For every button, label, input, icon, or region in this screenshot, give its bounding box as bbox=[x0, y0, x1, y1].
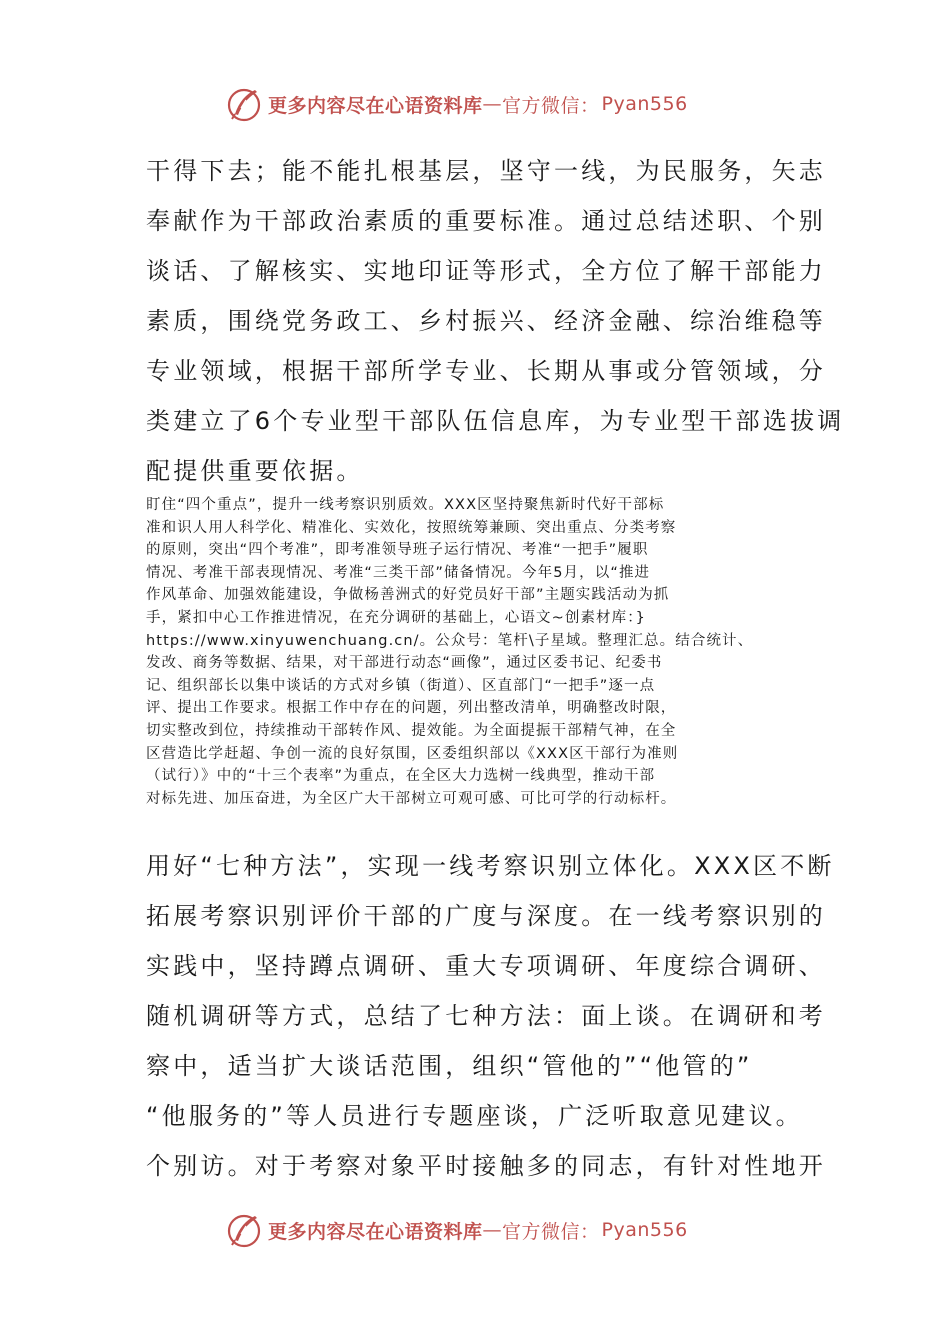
watermark-label: 官方微信： bbox=[502, 1220, 600, 1243]
watermark-dash: — bbox=[482, 1219, 503, 1241]
paragraph-small bbox=[146, 494, 816, 810]
text-line: 盯住“四个重点”，提升一线考察识别质效。XXX区坚持聚焦新时代好干部标 bbox=[146, 497, 665, 513]
text-line: 用好“七种方法”，实现一线考察识别立体化。XXX区不断 bbox=[146, 852, 835, 880]
text-line: 准和识人用人科学化、精准化、实效化，按照统筹兼顾、突出重点、分类考察 bbox=[146, 519, 677, 536]
text-line: 随机调研等方式，总结了七种方法：面上谈。在调研和考 bbox=[146, 1002, 826, 1030]
text-line: 素质，围绕党务政工、乡村振兴、经济金融、综治维稳等 bbox=[146, 307, 826, 335]
paragraph-bottom bbox=[146, 841, 835, 1191]
text-line: 评、提出工作要求。根据工作中存在的问题，列出整改清单，明确整改时限， bbox=[146, 700, 677, 717]
text-line: 对标先进、加压奋进，为全区广大干部树立可观可感、可比可学的行动标杆。 bbox=[146, 790, 677, 807]
text-line: 作风革命、加强效能建设，争做杨善洲式的好党员好干部”主题实践活动为抓 bbox=[146, 587, 670, 604]
text-line: “他服务的”等人员进行专题座谈，广泛听取意见建议。 bbox=[146, 1102, 803, 1130]
text-line: 谈话、了解核实、实地印证等形式，全方位了解干部能力 bbox=[146, 257, 826, 285]
text-line: 手，紧扣中心工作推进情况，在充分调研的基础上，心语文~创素材库：} bbox=[146, 609, 646, 626]
text-line: 区营造比学赶超、争创一流的良好氛围，区委组织部以《XXX区干部行为准则 bbox=[146, 745, 679, 762]
text-line: 记、组织部长以集中谈话的方式对乡镇（街道）、区直部门“一把手”逐一点 bbox=[146, 677, 656, 694]
watermark-dash: — bbox=[482, 93, 503, 115]
text-line: 情况、考准干部表现情况、考准“三类干部”储备情况。今年5月，以“推进 bbox=[146, 564, 651, 581]
text-line: 的原则，突出“四个考准”，即考准领导班子运行情况、考准“一把手”履职 bbox=[146, 542, 649, 559]
watermark-brand: 更多内容尽在心语资料库 bbox=[268, 1220, 483, 1243]
watermark-wechat-id: Pyan556 bbox=[601, 1219, 688, 1241]
text-line: 专业领域，根据干部所学专业、长期从事或分管领域，分 bbox=[146, 357, 826, 385]
text-line: 干得下去；能不能扎根基层，坚守一线，为民服务，矢志 bbox=[146, 157, 826, 185]
footer-watermark bbox=[224, 1208, 688, 1252]
text-line: 实践中，坚持蹲点调研、重大专项调研、年度综合调研、 bbox=[146, 952, 826, 980]
text-line: 拓展考察识别评价干部的广度与深度。在一线考察识别的 bbox=[146, 902, 826, 930]
text-line: https://www.xinyuwenchuang.cn/。公众号：笔杆\子星域。整理汇总。结合统计、 bbox=[146, 632, 754, 649]
watermark-brand: 更多内容尽在心语资料库 bbox=[268, 94, 483, 117]
text-line: 察中，适当扩大谈话范围，组织“管他的”“他管的” bbox=[146, 1052, 753, 1080]
text-line: 发改、商务等数据、结果，对干部进行动态“画像”，通过区委书记、纪委书 bbox=[146, 655, 663, 672]
text-line: （试行）》中的“十三个表率”为重点，在全区大力选树一线典型，推动干部 bbox=[146, 768, 656, 785]
watermark-wechat-id: Pyan556 bbox=[601, 93, 688, 115]
text-line: 奉献作为干部政治素质的重要标准。通过总结述职、个别 bbox=[146, 207, 826, 235]
quill-pen-logo-icon bbox=[224, 1210, 264, 1250]
paragraph-top bbox=[146, 146, 845, 496]
text-line: 切实整改到位，持续推动干部转作风、提效能。为全面提振干部精气神，在全 bbox=[146, 722, 677, 739]
text-line: 类建立了6个专业型干部队伍信息库，为专业型干部选拔调 bbox=[146, 407, 845, 435]
text-line: 配提供重要依据。 bbox=[146, 457, 364, 485]
text-line: 个别访。对于考察对象平时接触多的同志，有针对性地开 bbox=[146, 1152, 826, 1180]
header-watermark bbox=[224, 82, 688, 126]
watermark-label: 官方微信： bbox=[502, 94, 600, 117]
quill-pen-logo-icon bbox=[224, 84, 264, 124]
